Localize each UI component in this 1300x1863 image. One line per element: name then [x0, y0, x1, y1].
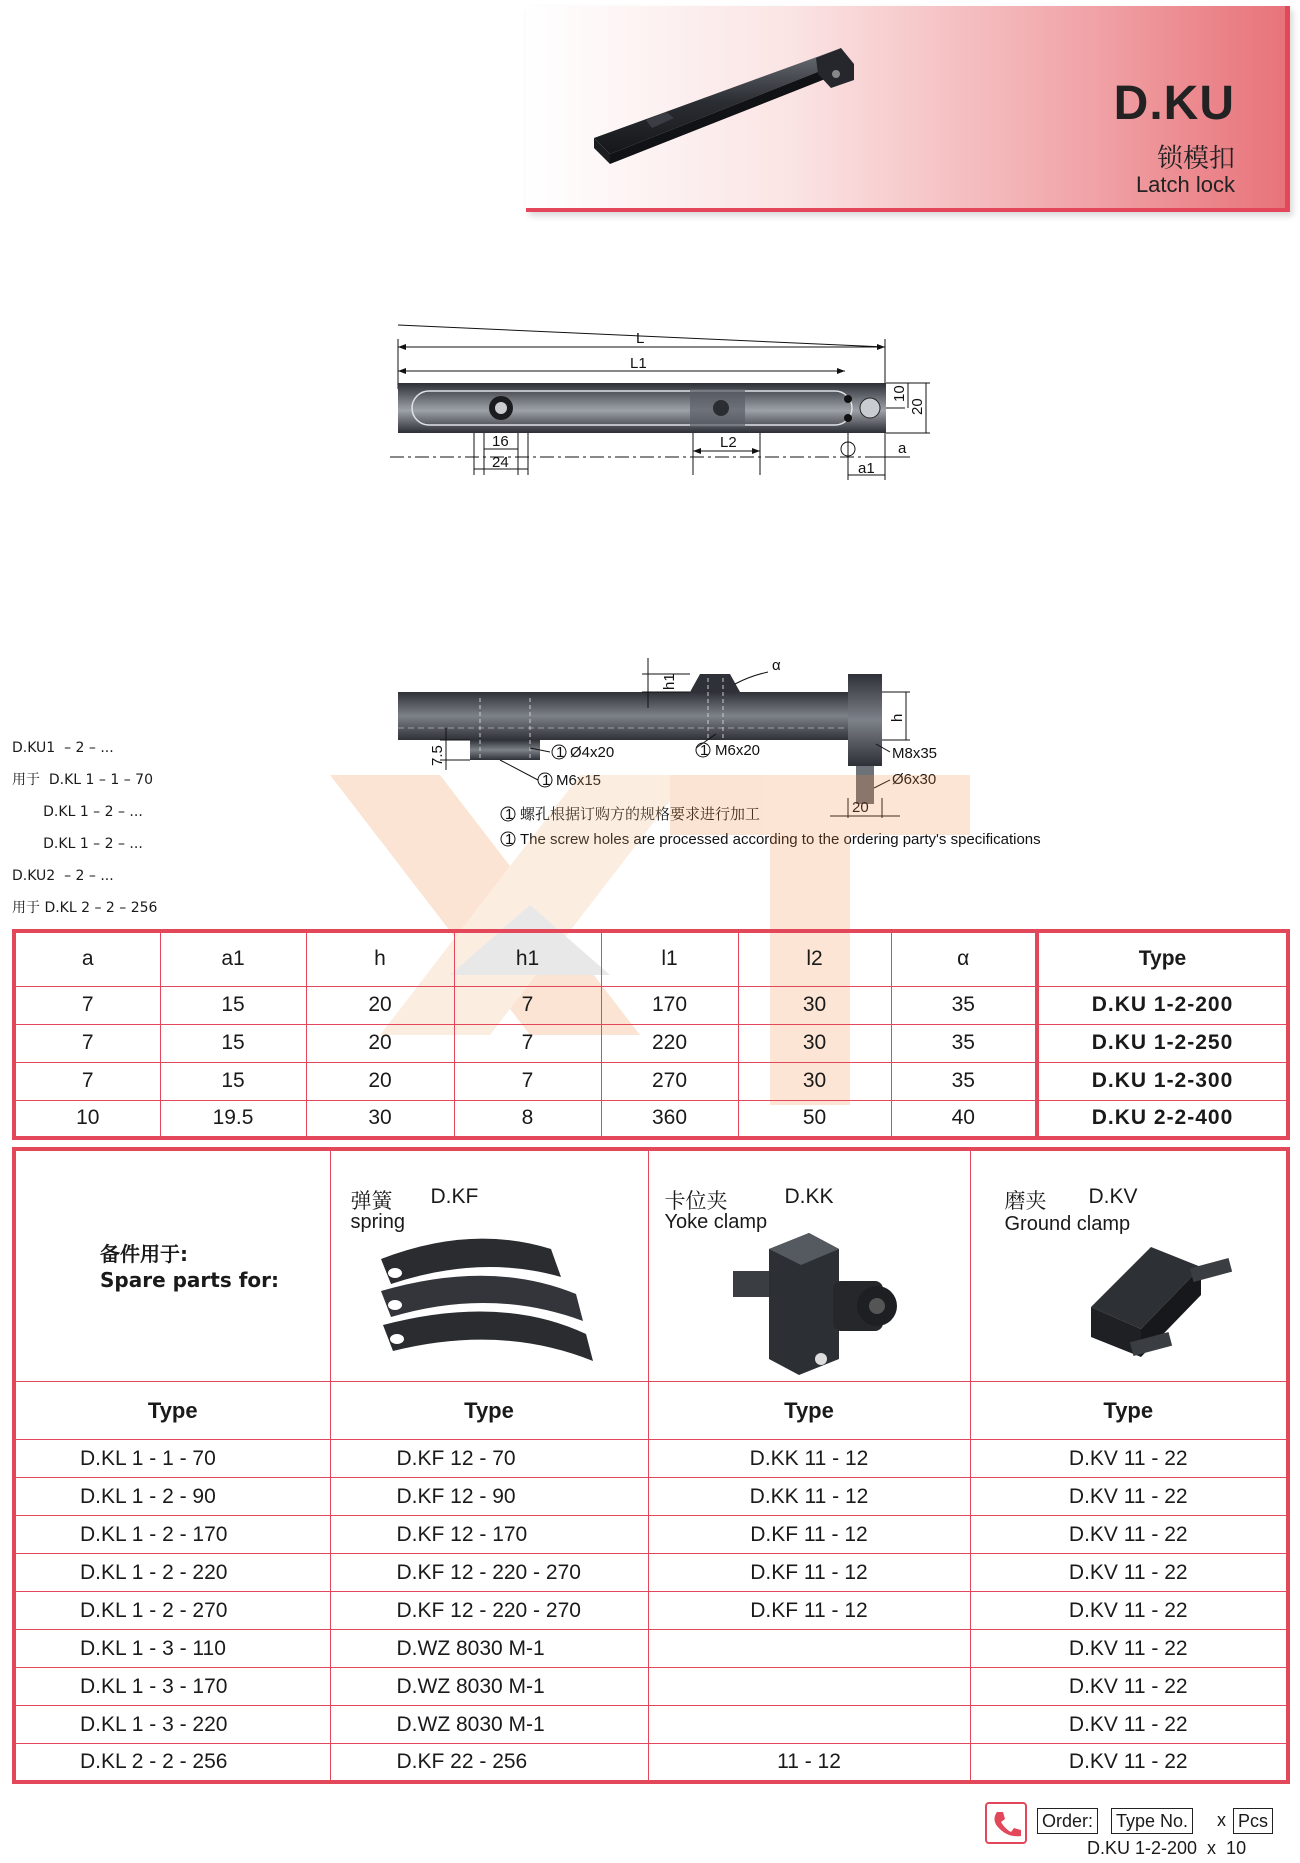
circle-num-2: 1: [700, 742, 709, 759]
spring-image: [371, 1229, 611, 1369]
table-row: [14, 1744, 1288, 1782]
cell: 11 - 12: [648, 1744, 970, 1782]
table-row: [14, 1024, 1288, 1062]
cell: 170: [601, 986, 738, 1024]
cell: D.KL 1 - 2 - 270: [14, 1592, 330, 1630]
cell: D.WZ 8030 M-1: [330, 1668, 648, 1706]
order-format: [985, 1800, 1285, 1860]
table-row: [14, 986, 1288, 1024]
yoke-clamp-cell: [648, 1149, 970, 1382]
dim-h: h: [889, 713, 906, 722]
col-header-type: Type: [1037, 931, 1288, 986]
cell: D.KV 11 - 22: [970, 1592, 1288, 1630]
cell: D.KF 22 - 256: [330, 1744, 648, 1782]
latch-lock-product-image: [586, 46, 886, 186]
type-cell: D.KU 1-2-200: [1037, 986, 1288, 1024]
circle-num-4: 1: [505, 806, 514, 823]
cell: 20: [306, 986, 454, 1024]
cell: 7: [14, 986, 160, 1024]
note-line: D.KU1 – 2 – ...: [12, 740, 114, 756]
spare-parts-image-row: [14, 1149, 1288, 1382]
type-cell: D.KU 1-2-300: [1037, 1062, 1288, 1100]
spare-parts-table: [12, 1147, 1290, 1784]
col-header: a: [14, 931, 160, 986]
cell: D.WZ 8030 M-1: [330, 1706, 648, 1744]
cell: 20: [306, 1062, 454, 1100]
cell: [648, 1630, 970, 1668]
cell: D.KV 11 - 22: [970, 1554, 1288, 1592]
cell: 15: [160, 986, 306, 1024]
cell: 30: [306, 1100, 454, 1138]
order-example: D.KU 1-2-200 x 10: [1087, 1838, 1247, 1858]
order-label: Order:: [1037, 1808, 1098, 1834]
dim-h1: h1: [661, 673, 678, 690]
cell: D.KL 1 - 3 - 110: [14, 1630, 330, 1668]
table-row: [14, 1630, 1288, 1668]
cell: 30: [738, 1024, 891, 1062]
cell: D.KF 11 - 12: [648, 1554, 970, 1592]
cell: 7: [14, 1062, 160, 1100]
cell: D.KV 11 - 22: [970, 1516, 1288, 1554]
table-row: [14, 1100, 1288, 1138]
note-m6x20: M6x20: [715, 742, 761, 759]
cell: D.KL 1 - 2 - 170: [14, 1516, 330, 1554]
cell: 35: [891, 1024, 1037, 1062]
spring-cell: [330, 1149, 648, 1382]
spare-title-cn: 备件用于:: [100, 1242, 188, 1266]
cell: [648, 1668, 970, 1706]
ground-clamp-image: [1071, 1227, 1251, 1377]
table-row: [14, 1706, 1288, 1744]
col-header: a1: [160, 931, 306, 986]
table-row: [14, 1516, 1288, 1554]
side-view-drawing: [390, 648, 1041, 863]
cell: D.KV 11 - 22: [970, 1706, 1288, 1744]
cell: 15: [160, 1024, 306, 1062]
ground-label-cn: 磨夹: [1004, 1189, 1047, 1213]
col-header: Type: [14, 1382, 330, 1440]
spare-title-cell: [14, 1149, 330, 1382]
table-row: [14, 1554, 1288, 1592]
note-line: D.KL 1 – 2 – ...: [12, 836, 143, 852]
col-header: l2: [738, 931, 891, 986]
ground-label-en: Ground clamp: [1004, 1213, 1131, 1235]
product-title-en: Latch lock: [1135, 172, 1235, 197]
product-title-cn: 锁模扣: [1156, 144, 1235, 174]
note-cn: 螺孔根据订购方的规格要求进行加工: [520, 806, 761, 823]
cell: 30: [738, 986, 891, 1024]
cell: D.KF 12 - 220 - 270: [330, 1554, 648, 1592]
circle-num-1: 1: [556, 744, 565, 761]
cell: D.KV 11 - 22: [970, 1630, 1288, 1668]
cell: D.KF 12 - 170: [330, 1516, 648, 1554]
table-row: [14, 1668, 1288, 1706]
ground-clamp-cell: [970, 1149, 1288, 1382]
cell: D.KL 1 - 3 - 170: [14, 1668, 330, 1706]
note-line: 用于 D.KL 2 – 2 – 256: [12, 900, 158, 916]
header-banner: [526, 6, 1290, 212]
order-x: x: [1217, 1810, 1226, 1830]
product-code: D.KU: [1113, 77, 1235, 130]
spring-label-cn: 弹簧: [350, 1189, 393, 1213]
cell: D.KV 11 - 22: [970, 1478, 1288, 1516]
spare-title-en: Spare parts for:: [100, 1268, 280, 1292]
order-type-no: Type No.: [1111, 1808, 1193, 1834]
note-m6x15: M6x15: [556, 772, 602, 789]
dim-a1: a1: [858, 460, 875, 477]
order-pcs: Pcs: [1233, 1808, 1273, 1834]
type-cell: D.KU 1-2-250: [1037, 1024, 1288, 1062]
col-header: h1: [454, 931, 601, 986]
cell: D.KL 2 - 2 - 256: [14, 1744, 330, 1782]
ground-code: D.KV: [1088, 1185, 1138, 1208]
cell: 7: [14, 1024, 160, 1062]
cell: D.KV 11 - 22: [970, 1668, 1288, 1706]
dim-L2: L2: [720, 434, 737, 451]
type-cell: D.KU 2-2-400: [1037, 1100, 1288, 1138]
col-header: h: [306, 931, 454, 986]
cell: D.WZ 8030 M-1: [330, 1630, 648, 1668]
dim-20: 20: [909, 398, 926, 415]
circle-num-5: 1: [505, 831, 514, 848]
cell: D.KF 11 - 12: [648, 1516, 970, 1554]
col-header: Type: [970, 1382, 1288, 1440]
dim-L1: L1: [630, 355, 647, 372]
dim-a: a: [898, 440, 907, 457]
note-en: The screw holes are processed according to the ordering party's specifications: [520, 831, 1041, 848]
cell: 10: [14, 1100, 160, 1138]
cell: 270: [601, 1062, 738, 1100]
cell: 35: [891, 1062, 1037, 1100]
dim-24: 24: [492, 454, 509, 471]
yoke-clamp-image: [729, 1219, 909, 1379]
yoke-label-cn: 卡位夹: [664, 1189, 728, 1213]
cell: D.KF 12 - 90: [330, 1478, 648, 1516]
col-header: α: [891, 931, 1037, 986]
dim-alpha: α: [772, 657, 781, 674]
cell: D.KL 1 - 3 - 220: [14, 1706, 330, 1744]
cell: D.KK 11 - 12: [648, 1440, 970, 1478]
dim-7-5: 7.5: [429, 745, 446, 766]
spare-parts-title: [100, 1241, 279, 1293]
dim-16: 16: [492, 433, 509, 450]
spring-label-en: spring: [350, 1211, 405, 1233]
note-m8x35: M8x35: [892, 745, 938, 762]
table-row: [14, 1440, 1288, 1478]
cell: D.KK 11 - 12: [648, 1478, 970, 1516]
table-row: [14, 1592, 1288, 1630]
table-row: [14, 1478, 1288, 1516]
table-row: [14, 1062, 1288, 1100]
cell: D.KL 1 - 2 - 90: [14, 1478, 330, 1516]
cell: D.KL 1 - 1 - 70: [14, 1440, 330, 1478]
note-line: D.KL 1 – 2 – ...: [12, 804, 143, 820]
spring-code: D.KF: [430, 1185, 479, 1208]
cell: 19.5: [160, 1100, 306, 1138]
note-d6x30: Ø6x30: [892, 771, 937, 788]
col-header: Type: [648, 1382, 970, 1440]
cell: 40: [891, 1100, 1037, 1138]
cell: D.KF 12 - 70: [330, 1440, 648, 1478]
cell: [648, 1706, 970, 1744]
cell: 8: [454, 1100, 601, 1138]
cell: 50: [738, 1100, 891, 1138]
cell: D.KF 11 - 12: [648, 1592, 970, 1630]
cell: 35: [891, 986, 1037, 1024]
col-header: l1: [601, 931, 738, 986]
col-header: Type: [330, 1382, 648, 1440]
top-view-drawing: [390, 325, 950, 485]
note-line: 用于 D.KL 1 – 1 – 70: [12, 772, 153, 788]
dim-10: 10: [891, 385, 908, 402]
note-d4x20: Ø4x20: [570, 744, 615, 761]
cell: D.KF 12 - 220 - 270: [330, 1592, 648, 1630]
spare-type-header-row: [14, 1382, 1288, 1440]
table-header-row: [14, 931, 1288, 986]
yoke-label-en: Yoke clamp: [664, 1211, 768, 1233]
note-line: D.KU2 – 2 – ...: [12, 868, 114, 884]
cell: 20: [306, 1024, 454, 1062]
cell: 220: [601, 1024, 738, 1062]
dim-20-side: 20: [852, 799, 869, 816]
cell: 30: [738, 1062, 891, 1100]
cell: 7: [454, 1062, 601, 1100]
cell: 7: [454, 986, 601, 1024]
dimension-table: [12, 929, 1290, 1140]
cell: 15: [160, 1062, 306, 1100]
cell: 7: [454, 1024, 601, 1062]
cell: D.KV 11 - 22: [970, 1744, 1288, 1782]
compatibility-notes: [12, 732, 157, 924]
circle-num-3: 1: [542, 772, 551, 789]
cell: D.KL 1 - 2 - 220: [14, 1554, 330, 1592]
cell: 360: [601, 1100, 738, 1138]
phone-icon: [985, 1802, 1027, 1844]
cell: D.KV 11 - 22: [970, 1440, 1288, 1478]
yoke-code: D.KK: [784, 1185, 834, 1208]
dim-L: L: [636, 330, 645, 347]
